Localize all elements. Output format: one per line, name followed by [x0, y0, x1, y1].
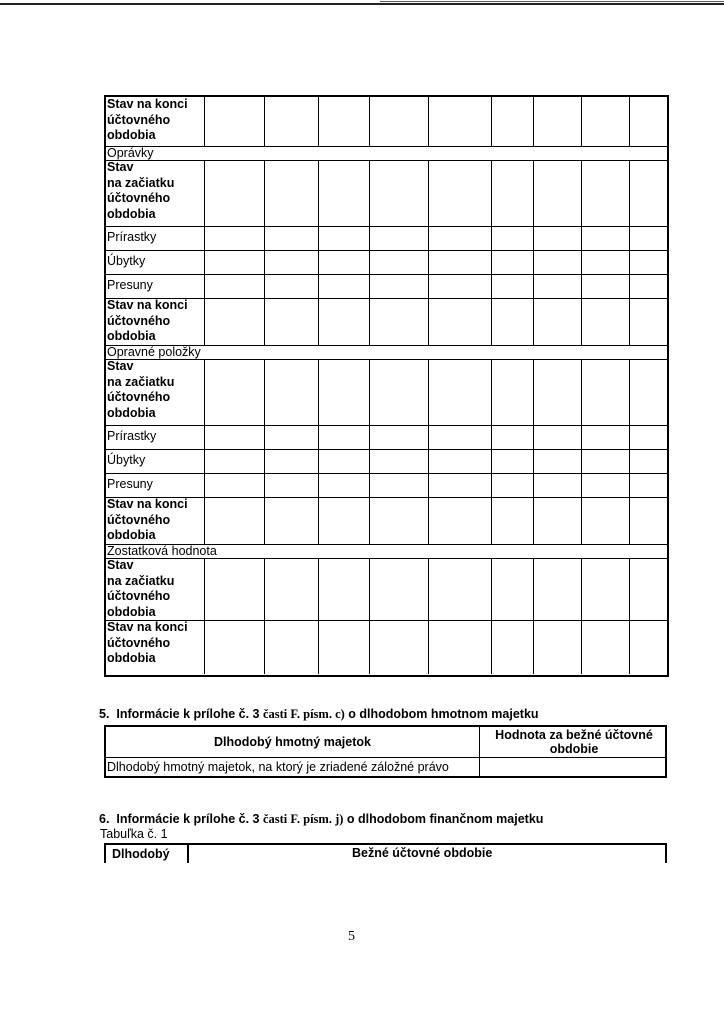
row-pledged-assets: Dlhodobý hmotný majetok, na ktorý je zriadené záložné právo — [107, 760, 449, 774]
column-divider — [318, 97, 319, 146]
column-divider — [629, 160, 630, 345]
row-label: Stav na konci účtovného obdobia — [107, 620, 188, 665]
col-header-long-term: Dlhodobý — [112, 847, 170, 861]
column-divider — [264, 359, 265, 544]
column-divider — [533, 97, 534, 146]
row-label: Stav na konci účtovného obdobia — [107, 497, 188, 542]
row-label: Úbytky — [107, 453, 146, 467]
row-label: Prírastky — [107, 429, 157, 443]
column-divider — [204, 97, 205, 146]
column-divider — [533, 160, 534, 345]
column-divider — [369, 558, 370, 674]
row-label: Stav na konci účtovného obdobia — [107, 298, 188, 343]
column-divider — [533, 359, 534, 544]
row-label: Presuny — [107, 278, 153, 292]
row-divider — [106, 425, 667, 426]
row-divider — [106, 449, 667, 450]
section-5-table — [104, 725, 667, 778]
col-header-value: Hodnota za bežné účtovné obdobie — [495, 728, 653, 756]
section-6-heading: 6. Informácie k prílohe č. 3 časti F. písm. j) o dlhodobom finančnom majetku — [99, 812, 544, 826]
column-divider — [264, 160, 265, 345]
section-6-table-header — [104, 843, 667, 865]
column-divider — [428, 359, 429, 544]
column-divider — [264, 558, 265, 674]
column-divider — [581, 359, 582, 544]
col-header-asset: Dlhodobý hmotný majetok — [214, 735, 371, 749]
column-divider — [491, 359, 492, 544]
column-divider — [428, 97, 429, 146]
section-title-opravne: Opravné položky — [107, 345, 201, 359]
column-divider — [318, 558, 319, 674]
section-title-zostatkova: Zostatková hodnota — [107, 544, 217, 558]
row-divider — [106, 160, 667, 161]
row-divider — [106, 146, 667, 147]
row-label: Úbytky — [107, 254, 146, 268]
section-5-heading: 5. Informácie k prílohe č. 3 časti F. písm. c) o dlhodobom hmotnom majetku — [99, 707, 539, 721]
column-divider — [204, 558, 205, 674]
column-divider — [581, 558, 582, 674]
column-divider — [204, 359, 205, 544]
page-number: 5 — [348, 929, 355, 944]
column-divider — [264, 97, 265, 146]
row-divider — [106, 226, 667, 227]
column-divider — [428, 558, 429, 674]
column-divider — [581, 97, 582, 146]
column-divider — [491, 97, 492, 146]
asset-movement-table — [104, 95, 669, 677]
column-divider — [629, 558, 630, 674]
row-label: Stav na konci účtovného obdobia — [107, 97, 188, 142]
row-label: Stav na začiatku účtovného obdobia — [107, 160, 175, 221]
col-header-current-period: Bežné účtovné obdobie — [352, 846, 493, 860]
column-divider — [428, 160, 429, 345]
row-divider — [106, 359, 667, 360]
column-divider — [369, 97, 370, 146]
row-label: Prírastky — [107, 230, 157, 244]
row-divider — [106, 298, 667, 299]
row-divider — [106, 274, 667, 275]
column-divider — [318, 160, 319, 345]
row-divider — [106, 497, 667, 498]
row-divider — [106, 250, 667, 251]
column-divider — [369, 359, 370, 544]
top-border — [0, 3, 724, 5]
column-divider — [318, 359, 319, 544]
column-divider — [581, 160, 582, 345]
row-divider — [106, 473, 667, 474]
row-label: Stav na začiatku účtovného obdobia — [107, 359, 175, 420]
column-divider — [369, 160, 370, 345]
column-divider — [204, 160, 205, 345]
column-divider — [491, 558, 492, 674]
section-title-opravky: Oprávky — [107, 146, 154, 160]
column-divider — [491, 160, 492, 345]
top-border-secondary — [380, 1, 724, 2]
table-subtitle: Tabuľka č. 1 — [100, 827, 168, 841]
column-divider — [629, 97, 630, 146]
row-label: Stav na začiatku účtovného obdobia — [107, 558, 175, 619]
row-divider — [106, 558, 667, 559]
row-label: Presuny — [107, 477, 153, 491]
column-divider — [533, 558, 534, 674]
column-divider — [629, 359, 630, 544]
row-divider — [106, 620, 667, 621]
